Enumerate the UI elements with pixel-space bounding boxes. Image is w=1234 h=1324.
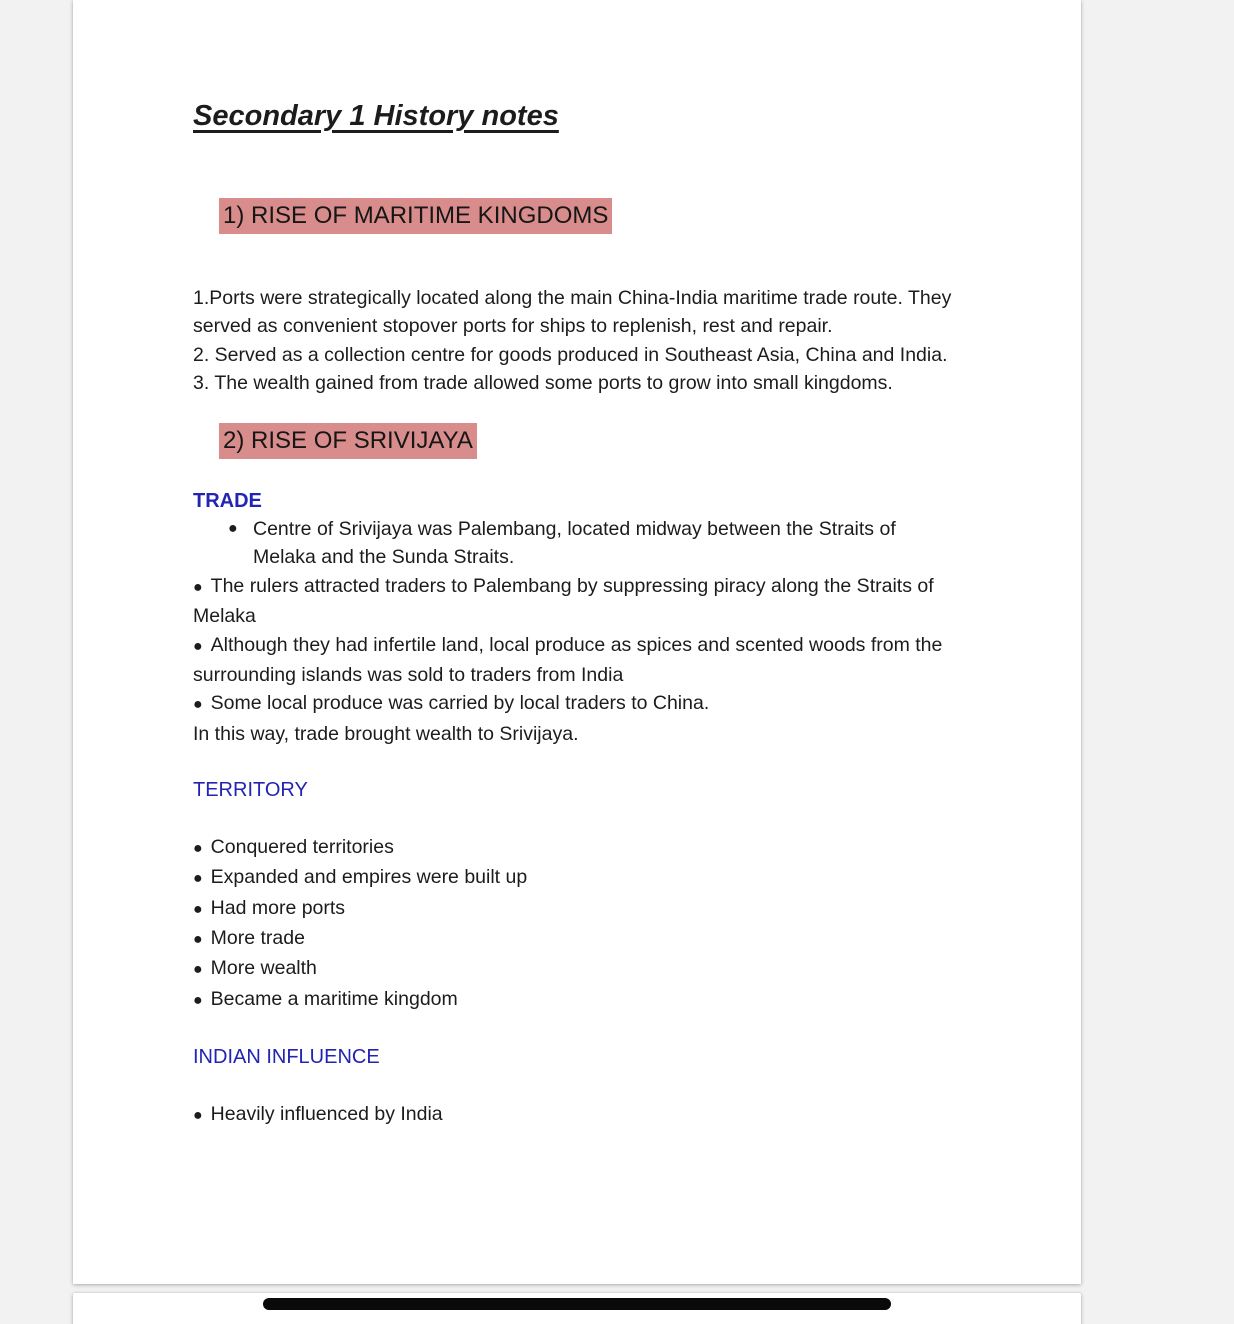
bullet-text: Heavily influenced by India (210, 1102, 443, 1125)
bullet-text: Became a maritime kingdom (210, 987, 458, 1010)
doc-title: Secondary 1 History notes (193, 100, 559, 132)
bullet-icon: ● (193, 930, 203, 948)
subheading-trade: TRADE (193, 489, 262, 512)
document-page-2 (73, 1293, 1081, 1324)
indian-influence-bullets (193, 1100, 963, 1130)
bullet-icon: ● (193, 696, 203, 714)
bullet-item (193, 833, 963, 863)
bullet-item (193, 572, 963, 631)
bullet-icon: ● (193, 578, 203, 596)
section-heading-srivijaya: 2) RISE OF SRIVIJAYA (219, 423, 477, 459)
bullet-text: Centre of Srivijaya was Palembang, located midway between the Straits of Melaka and the Sunda Straits. (253, 518, 896, 569)
bullet-icon: ● (193, 637, 203, 655)
bullet-item (193, 689, 963, 719)
maritime-point-3: 3. The wealth gained from trade allowed some ports to grow into small kingdoms. (193, 372, 893, 395)
bullet-item (193, 985, 963, 1015)
subheading-indian-influence: INDIAN INFLUENCE (193, 1046, 380, 1069)
section-heading-row-srivijaya (219, 423, 963, 459)
territory-bullets (193, 833, 963, 1015)
bullet-text: Had more ports (210, 896, 346, 919)
maritime-points (193, 284, 963, 398)
bullet-item (193, 631, 963, 690)
bullet-icon: ● (228, 520, 238, 538)
bullet-icon: ● (193, 1106, 203, 1124)
bullet-text: The rulers attracted traders to Palembang by suppressing piracy along the Straits of Melaka (193, 574, 934, 628)
bullet-text: More wealth (210, 957, 317, 980)
bullet-icon: ● (193, 900, 203, 918)
maritime-point-1: 1.Ports were strategically located along the main China-India maritime trade route. They served as convenient stopover ports for ships to replenish, rest and repair. (193, 287, 952, 338)
bullet-icon: ● (193, 961, 203, 979)
bullet-icon: ● (193, 870, 203, 888)
bullet-icon: ● (193, 839, 203, 857)
bullet-item (193, 863, 963, 893)
bullet-item (193, 954, 963, 984)
bullet-icon: ● (193, 991, 203, 1009)
section-heading-maritime: 1) RISE OF MARITIME KINGDOMS (219, 198, 612, 234)
bullet-item (193, 894, 963, 924)
bullet-text: Some local produce was carried by local traders to China. (210, 692, 710, 715)
bullet-item (193, 1100, 963, 1130)
bullet-text: Although they had infertile land, local produce as spices and scented woods from the surrounding islands was sold to traders from India (193, 633, 943, 687)
bullet-item-indented (193, 515, 963, 572)
trade-closing-line: In this way, trade brought wealth to Srivijaya. (193, 722, 579, 745)
bullet-text: More trade (210, 926, 305, 949)
section-heading-row-maritime (219, 198, 963, 234)
maritime-point-2: 2. Served as a collection centre for goods produced in Southeast Asia, China and India. (193, 343, 948, 366)
bullet-text: Expanded and empires were built up (210, 866, 528, 889)
bullet-item (193, 924, 963, 954)
document-page-1 (73, 0, 1081, 1284)
thick-divider-bar (263, 1298, 891, 1310)
bullet-text: Conquered territories (210, 835, 394, 858)
subheading-territory: TERRITORY (193, 779, 308, 802)
page-1-content (73, 0, 1081, 1130)
